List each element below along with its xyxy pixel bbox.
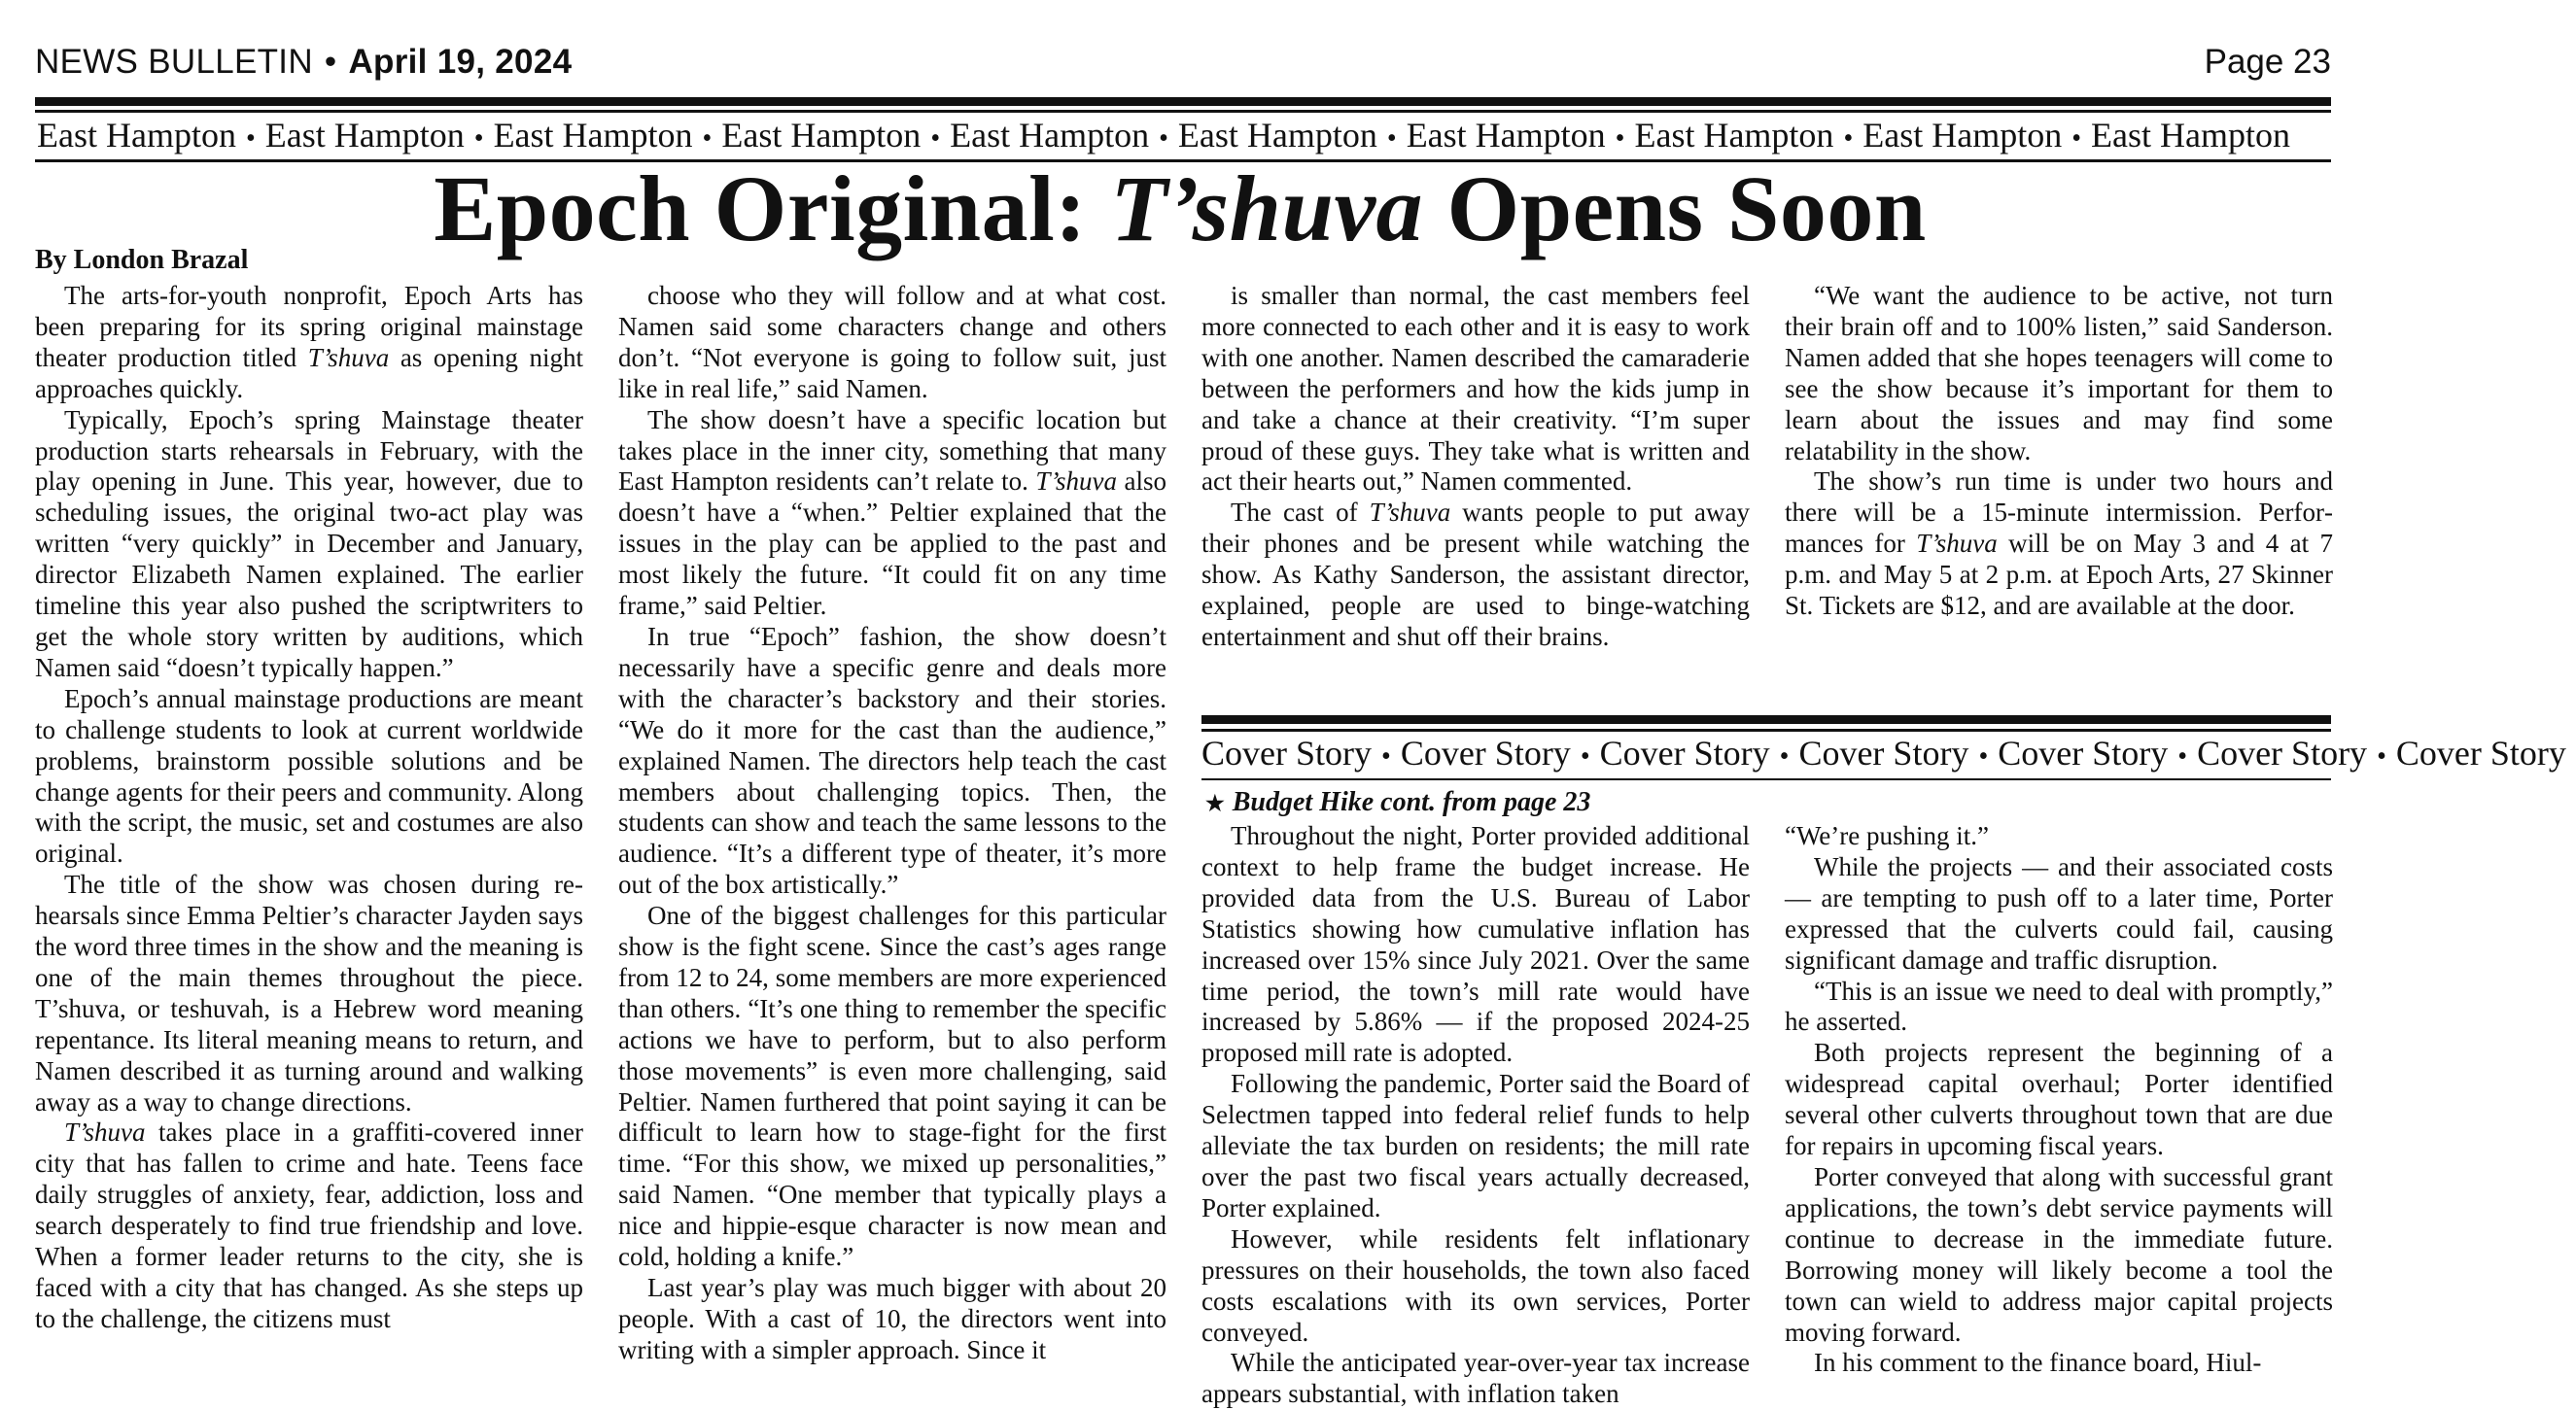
text-run: In true “Epoch” fashion, the show doesn’t necessarily have a specific genre and deals more with the character’s backstory and their stories. “We do it more for the cast than the audience,” explained Namen. The directors help teach the cast members about challenging topics. Then, the students can show and teach the same lessons to the audience. “It’s a different type of theater, it’s more out of the box artistically.” bbox=[618, 621, 1166, 900]
paragraph bbox=[1201, 281, 1750, 498]
text-run: is smaller than normal, the cast members feel more connected to each other and it is easy to work with one another. Namen described the camaraderie between the performers and how the kids jump in and take a chance at their creativity. “I’m super proud of these guys. They take what is written and act their hearts out,” Namen commented. bbox=[1201, 281, 1750, 497]
cover-column-1 bbox=[1201, 821, 1750, 1409]
paragraph bbox=[1785, 466, 2333, 622]
text-run: “This is an issue we need to deal with promptly,” he asserted. bbox=[1785, 976, 2333, 1037]
text-run: While the anticipated year-over-year tax increase appears substantial, with inflation taken bbox=[1201, 1348, 1750, 1409]
cover-kicker-bullet: • bbox=[2177, 741, 2188, 772]
paragraph bbox=[1785, 1038, 2333, 1162]
cover-kicker-label: Cover Story bbox=[1998, 734, 2169, 773]
cover-kicker-bullet: • bbox=[1580, 741, 1590, 772]
continuation-label bbox=[1205, 787, 1590, 818]
cover-kicker-label: Cover Story bbox=[1599, 734, 1770, 773]
kicker-label: East Hampton bbox=[1634, 116, 1834, 155]
title-italic: T’shuva bbox=[1035, 466, 1117, 497]
kicker-label: East Hampton bbox=[37, 116, 236, 155]
article-column-3 bbox=[1201, 281, 1750, 689]
cover-kicker-bullet: • bbox=[1978, 741, 1989, 772]
cover-column-2 bbox=[1785, 821, 2333, 1399]
header-rule-thin bbox=[35, 110, 2331, 113]
text-run: The cast of bbox=[1231, 498, 1370, 528]
paragraph bbox=[35, 870, 583, 1118]
continuation-text: Budget Hike cont. from page 23 bbox=[1232, 787, 1591, 817]
paragraph bbox=[618, 281, 1166, 405]
paragraph bbox=[1785, 1162, 2333, 1348]
text-run: Epoch’s annual mainstage productions are meant to challenge students to look at current worldwide problems, brainstorm possible solutions and be change agents for their peers and community. Along with the script, the music, set and costumes are also original. bbox=[35, 683, 583, 869]
text-run: will be on May 3 and 4 at 7 p.m. and May 5 at 2 p.m. at Epoch Arts, 27 Skinner St. Tickets are $12, and are available at the door. bbox=[1785, 529, 2333, 621]
paragraph bbox=[35, 684, 583, 870]
article-column-1 bbox=[35, 281, 583, 1399]
article-column-4 bbox=[1785, 281, 2333, 689]
header-left bbox=[35, 43, 572, 82]
text-run: Following the pandemic, Porter said the Board of Selectmen tapped into federal relief funds to help alleviate the tax burden on residents; the mill rate over the past two fiscal years actually decreased, Porter explained. bbox=[1201, 1069, 1750, 1222]
cover-kicker-rule bbox=[1201, 778, 2331, 780]
cover-kicker-label: Cover Story bbox=[2395, 734, 2566, 773]
cover-rule-thin bbox=[1201, 729, 2331, 732]
title-italic: T’shuva bbox=[1369, 498, 1451, 528]
paragraph bbox=[1785, 821, 2333, 852]
article-column-2 bbox=[618, 281, 1166, 1399]
text-run: The show doesn’t have a specific location but takes place in the inner city, something that many East Hampton residents can’t relate to. bbox=[618, 404, 1166, 497]
kicker-bullet: • bbox=[1386, 123, 1397, 154]
text-run: Last year’s play was much bigger with about 20 people. With a cast of 10, the directors went into writing with a simpler approach. Since it bbox=[618, 1273, 1166, 1364]
kicker-label: East Hampton bbox=[1862, 116, 2063, 155]
paragraph bbox=[618, 405, 1166, 622]
cover-kicker-bullet: • bbox=[1779, 741, 1790, 772]
header-separator: • bbox=[324, 43, 337, 81]
text-run: In his comment to the finance board, Hiul- bbox=[1814, 1348, 2262, 1378]
kicker-bullet: • bbox=[1843, 123, 1854, 154]
issue-date: April 19, 2024 bbox=[348, 43, 573, 81]
text-run: Both projects represent the beginning of a widespread capital overhaul; Porter identified several other culverts throughout town that are due for repairs in upcoming fiscal years. bbox=[1785, 1038, 2333, 1161]
text-run: “We’re pushing it.” bbox=[1785, 821, 1990, 850]
kicker-bullet: • bbox=[473, 123, 484, 154]
text-run: Porter conveyed that along with successful grant applications, the town’s debt service payments will continue to decrease in the immediate future. Borrowing money will likely become a tool the town can wield to address major capital projects moving forward. bbox=[1785, 1161, 2333, 1347]
kicker-label: East Hampton bbox=[264, 116, 465, 155]
paragraph bbox=[618, 901, 1166, 1273]
page-number: Page 23 bbox=[2204, 43, 2331, 81]
publication-name: NEWS BULLETIN bbox=[35, 43, 313, 81]
cover-kicker-label: Cover Story bbox=[1201, 734, 1372, 773]
cover-kicker-label: Cover Story bbox=[1400, 734, 1571, 773]
kicker-bullet: • bbox=[245, 123, 256, 154]
text-run: Typically, Epoch’s spring Mainstage theater production starts rehearsals in February, with the play opening in June. This year, however, due to scheduling issues, the original two-act play was written “very quickly” in December and January, director Elizabeth Namen explained. The earlier timeline this year also pushed the scriptwriters to get the whole story written by auditions, which Namen said “doesn’t typically happen.” bbox=[35, 404, 583, 682]
title-italic: T’shuva bbox=[307, 342, 390, 372]
kicker-label: East Hampton bbox=[950, 116, 1150, 155]
headline-post: Opens Soon bbox=[1423, 156, 1927, 260]
kicker-label: East Hampton bbox=[493, 116, 693, 155]
paragraph bbox=[35, 1118, 583, 1334]
kicker-bullet: • bbox=[930, 123, 941, 154]
kicker-bullet: • bbox=[2071, 123, 2082, 154]
page-header bbox=[35, 37, 2331, 87]
paragraph bbox=[1201, 821, 1750, 1069]
kicker-label: East Hampton bbox=[1406, 116, 1606, 155]
headline-pre: Epoch Original: bbox=[434, 156, 1111, 260]
kicker-bullet: • bbox=[702, 123, 713, 154]
article-headline bbox=[0, 155, 2360, 262]
headline-title: T’shuva bbox=[1110, 156, 1424, 260]
header-rule-thick bbox=[35, 97, 2331, 106]
paragraph bbox=[618, 622, 1166, 901]
cover-kicker-bullet: • bbox=[2377, 741, 2386, 772]
kicker-label: East Hampton bbox=[2091, 116, 2290, 155]
paragraph bbox=[1785, 852, 2333, 977]
text-run: choose who they will follow and at what cost. Namen said some characters change and others don’t. “Not everyone is going to follow suit, just like in real life,” said Namen. bbox=[618, 281, 1166, 403]
paragraph bbox=[1785, 1348, 2333, 1379]
byline: By London Brazal bbox=[35, 245, 249, 275]
paragraph bbox=[1201, 1224, 1750, 1349]
title-italic: T’shuva bbox=[1916, 529, 1998, 559]
paragraph bbox=[35, 405, 583, 684]
section-kicker bbox=[37, 115, 2331, 159]
text-run: wants people to put away their phones and be present while watching the show. As Kathy Sanderson, the assistant director, explained, people are used to binge-watching entertainment and shut off their brains. bbox=[1201, 498, 1750, 651]
kicker-label: East Hampton bbox=[721, 116, 922, 155]
title-italic: T’shuva bbox=[64, 1118, 146, 1148]
kicker-bullet: • bbox=[1159, 123, 1168, 154]
text-run: However, while residents felt inflationary pressures on their households, the town also faced costs escalations with its own services, Porter conveyed. bbox=[1201, 1223, 1750, 1347]
cover-kicker-label: Cover Story bbox=[2197, 734, 2368, 773]
text-run: One of the biggest challenges for this particular show is the fight scene. Since the cast’s ages range from 12 to 24, some members are more experienced than others. “It’s one thing to remember the specific actions we have to perform, but to also perform those movements” is even more challenging, said Peltier. Namen furthered that point saying it can be difficult to learn how to stage-fight for the first time. “For this show, we mixed up personalities,” said Namen. “One member that typically plays a nice and hippie-esque character is now mean and cold, holding a knife.” bbox=[618, 901, 1166, 1272]
paragraph bbox=[1201, 498, 1750, 653]
paragraph bbox=[1785, 977, 2333, 1039]
star-icon: ★ bbox=[1205, 791, 1225, 815]
text-run: The title of the show was chosen during rehearsals since Emma Peltier’s character Jayden says the word three times in the show and the meaning is one of the main themes throughout the piece. T’shuva, or teshuvah, is a Hebrew word meaning repentance. Its literal meaning means to return, and Namen described it as turning around and walking away as a way to change directions. bbox=[35, 870, 583, 1117]
cover-kicker-bullet: • bbox=[1381, 741, 1391, 772]
paragraph bbox=[1785, 281, 2333, 466]
text-run: The show’s run time is under two hours and there will be a 15-minute intermission. Performances for bbox=[1785, 466, 2333, 559]
cover-kicker-label: Cover Story bbox=[1798, 734, 1969, 773]
text-run: Throughout the night, Porter provided additional context to help frame the budget increase. He provided data from the U.S. Bureau of Labor Statistics showing how cumulative inflation has increased over 15% since July 2021. Over the same time period, the town’s mill rate would have increased by 5.86% — if the proposed 2024-25 proposed mill rate is adopted. bbox=[1201, 821, 1750, 1068]
text-run: as opening night approaches quickly. bbox=[35, 342, 583, 403]
paragraph bbox=[1201, 1348, 1750, 1410]
cover-story-kicker bbox=[1201, 733, 2566, 777]
text-run: The arts-for-youth nonprofit, Epoch Arts has been preparing for its spring original mainstage theater production titled bbox=[35, 281, 583, 372]
paragraph bbox=[35, 281, 583, 405]
paragraph bbox=[618, 1273, 1166, 1366]
text-run: also doesn’t have a “when.” Peltier explained that the issues in the play can be applied to the past and most likely the future. “It could fit on any time frame,” said Peltier. bbox=[618, 466, 1166, 621]
text-run: “We want the audience to be active, not turn their brain off and to 100% listen,” said Sanderson. Namen added that she hopes teenagers will come to see the show because it’s important for them to learn about the issues and may find some relatability in the show. bbox=[1785, 281, 2333, 465]
text-run: While the projects — and their associated costs — are tempting to push off to a later time, Porter expressed that the culverts could fail, causing significant damage and traffic disruption. bbox=[1785, 851, 2333, 975]
cover-rule-thick bbox=[1201, 715, 2331, 724]
text-run: takes place in a graffiti-covered inner city that has fallen to crime and hate. Teens face daily struggles of anxiety, fear, addiction, loss and search desperately to find true friendship and love. When a former leader returns to the city, she is faced with a city that has changed. As she steps up to the challenge, the citizens must bbox=[35, 1118, 583, 1333]
kicker-bullet: • bbox=[1615, 123, 1625, 154]
paragraph bbox=[1201, 1069, 1750, 1224]
kicker-label: East Hampton bbox=[1177, 116, 1377, 155]
